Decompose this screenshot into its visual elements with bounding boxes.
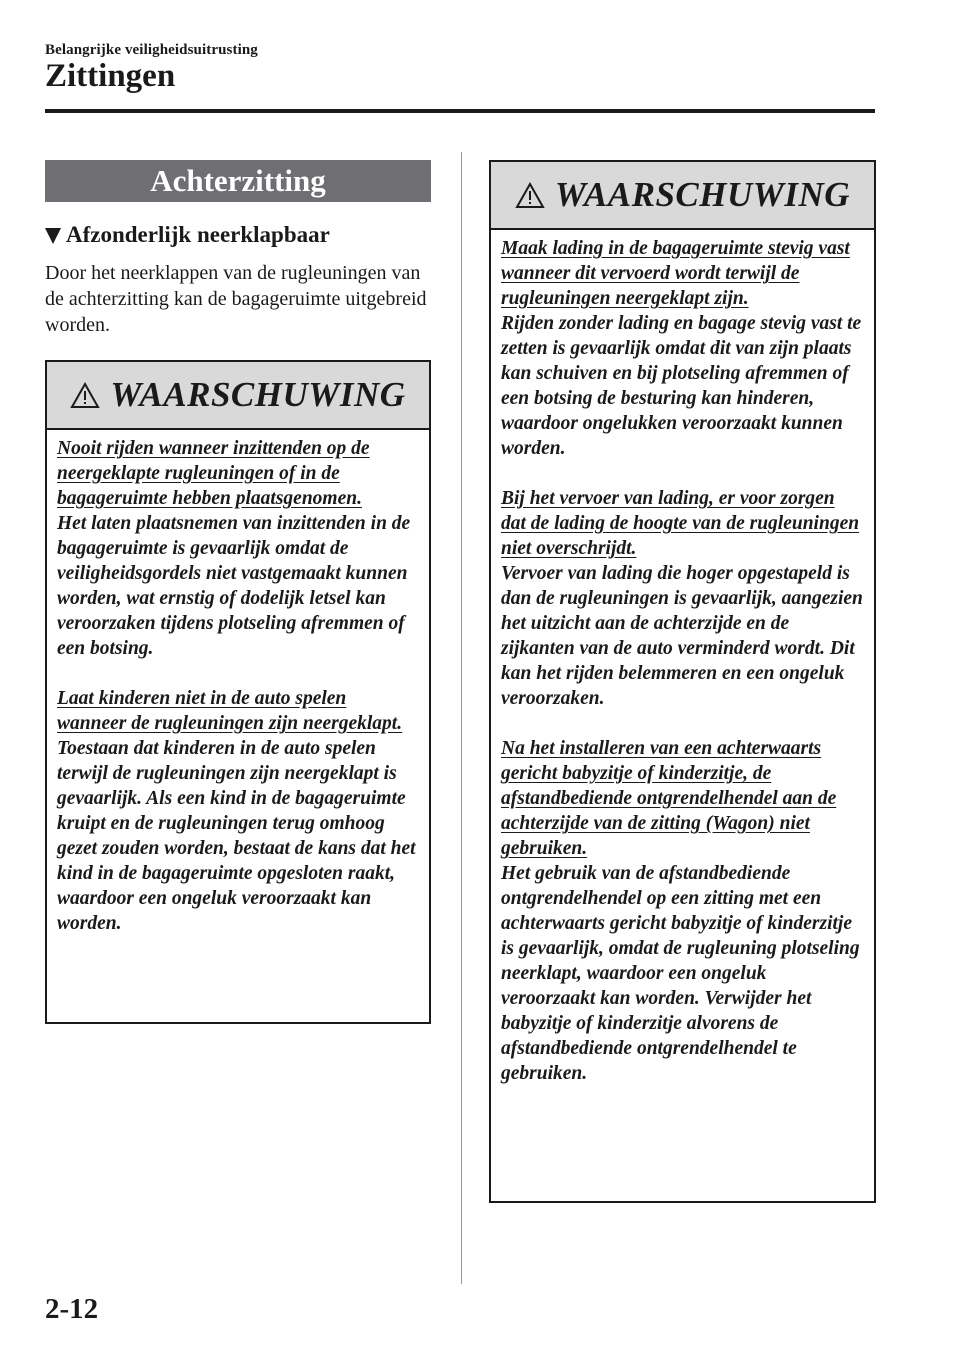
page-number: 2-12	[45, 1293, 99, 1325]
sub-heading	[45, 222, 330, 248]
warning-heading: Bij het vervoer van lading, er voor zorgen dat de lading de hoogte van de rugleuningen niet overschrijdt.	[501, 488, 860, 559]
warning-title: WAARSCHUWING	[554, 175, 851, 214]
warning-header	[491, 162, 874, 230]
triangle-bullet-icon	[45, 228, 61, 244]
warning-triangle-icon	[70, 382, 100, 409]
warning-text: Vervoer van lading die hoger opgestapeld is dan de rugleuningen is gevaarlijk, aangezien het uitzicht aan de achterzijde en de zijkanten van de auto verminderd wordt. Dit kan het rijden belemmeren en een ongeluk veroorzaken.	[501, 563, 863, 709]
warning-heading: Na het installeren van een achterwaarts gericht babyzitje of kinderzitje, de afstandbediende ontgrendelhendel aan de achterzijde van de zitting (Wagon) niet gebruiken.	[501, 738, 837, 859]
sub-heading-text: Afzonderlijk neerklapbaar	[66, 222, 330, 247]
warning-triangle-icon	[515, 182, 545, 209]
intro-paragraph: Door het neerklappen van de rugleuningen van de achterzitting kan de bagageruimte uitgebreid worden.	[45, 262, 427, 336]
warning-heading: Laat kinderen niet in de auto spelen wanneer de rugleuningen zijn neergeklapt.	[57, 688, 403, 734]
warning-box-left	[45, 360, 431, 1024]
section-label: Belangrijke veiligheidsuitrusting	[45, 42, 258, 58]
page-title: Zittingen	[45, 58, 176, 94]
warning-body	[491, 230, 874, 1098]
warning-text: Het gebruik van de afstandbediende ontgrendelhendel op een zitting met een achterwaarts gericht babyzitje of kinderzitje is gevaarlijk, omdat de rugleuning plotseling neerklapt, waardoor een ongeluk veroorzaakt kan worden. Verwijder het babyzitje of kinderzitje alvorens de afstandbediende ontgrendelhendel te gebruiken.	[501, 863, 860, 1084]
section-banner: Achterzitting	[45, 160, 431, 202]
title-rule	[45, 109, 875, 113]
warning-box-right	[489, 160, 876, 1203]
warning-text: Rijden zonder lading en bagage stevig vast te zetten is gevaarlijk omdat dit van zijn plaats kan schuiven en bij plotseling afremmen of een botsing de besturing kan hinderen, waardoor ongelukken veroorzaakt kunnen worden.	[501, 313, 862, 459]
warning-body	[47, 430, 429, 948]
warning-header	[47, 362, 429, 430]
column-divider	[461, 152, 462, 1284]
warning-heading: Maak lading in de bagageruimte stevig vast wanneer dit vervoerd wordt terwijl de rugleuningen neergeklapt zijn.	[501, 238, 850, 309]
warning-text: Toestaan dat kinderen in de auto spelen terwijl de rugleuningen zijn neergeklapt is gevaarlijk. Als een kind in de bagageruimte kruipt en de rugleuningen terug omhoog gezet zouden worden, bestaat de kans dat het kind in de bagageruimte opgesloten raakt, waardoor een ongeluk veroorzaakt kan worden.	[57, 738, 416, 934]
warning-text: Het laten plaatsnemen van inzittenden in de bagageruimte is gevaarlijk omdat de veiligheidsgordels niet vastgemaakt kunnen worden, wat ernstig of dodelijk letsel kan veroorzaken tijdens plotseling afremmen of een botsing.	[57, 513, 411, 659]
warning-heading: Nooit rijden wanneer inzittenden op de neergeklapte rugleuningen of in de bagageruimte hebben plaatsgenomen.	[57, 438, 370, 509]
warning-title: WAARSCHUWING	[110, 375, 406, 414]
